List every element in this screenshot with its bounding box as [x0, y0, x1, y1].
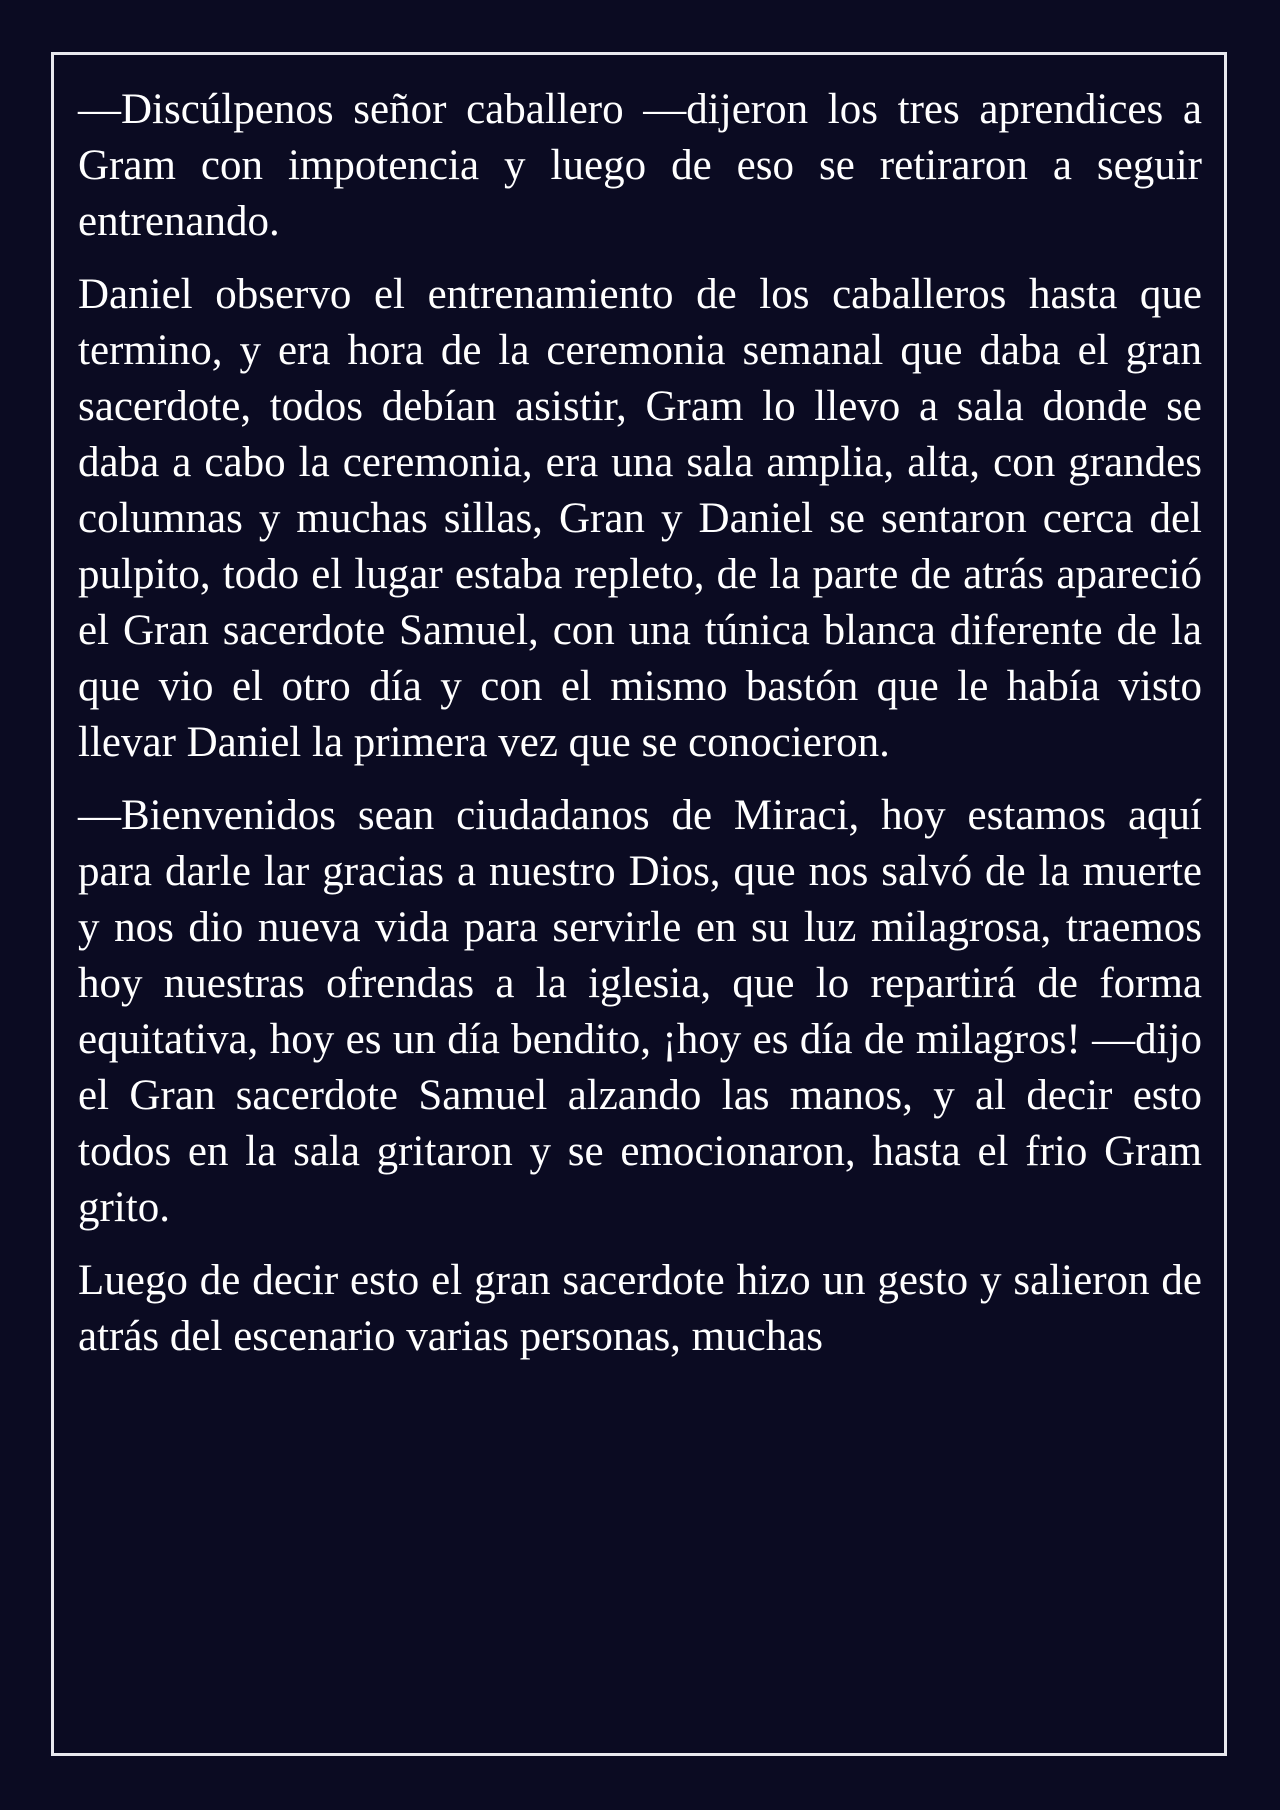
paragraph-3: —Bienvenidos sean ciudadanos de Miraci, hoy estamos aquí para darle lar gracias a nuestro Dios, que nos salvó de la muerte y nos dio nueva vida para servirle en su luz milagrosa, traemos hoy nuestras ofrendas a la iglesia, que lo repartirá de forma equitativa, hoy es un día bendito, ¡hoy es día de milagros! —dijo el Gran sacerdote Samuel alzando las manos, y al decir esto todos en la sala gritaron y se emocionaron, hasta el frio Gram grito.: [78, 792, 1202, 1231]
text-body: [78, 82, 1202, 1382]
paragraph-4: Luego de decir esto el gran sacerdote hizo un gesto y salieron de atrás del escenario varias personas, muchas: [78, 1257, 1202, 1360]
paragraph-1: —Discúlpenos señor caballero —dijeron los tres aprendices a Gram con impotencia y luego de eso se retiraron a seguir entrenando.: [78, 86, 1202, 245]
paragraph-2: Daniel observo el entrenamiento de los caballeros hasta que termino, y era hora de la ceremonia semanal que daba el gran sacerdote, todos debían asistir, Gram lo llevo a sala donde se daba a cabo la ceremonia, era una sala amplia, alta, con grandes columnas y muchas sillas, Gran y Daniel se sentaron cerca del pulpito, todo el lugar estaba repleto, de la parte de atrás apareció el Gran sacerdote Samuel, con una túnica blanca diferente de la que vio el otro día y con el mismo bastón que le había visto llevar Daniel la primera vez que se conocieron.: [78, 271, 1202, 766]
